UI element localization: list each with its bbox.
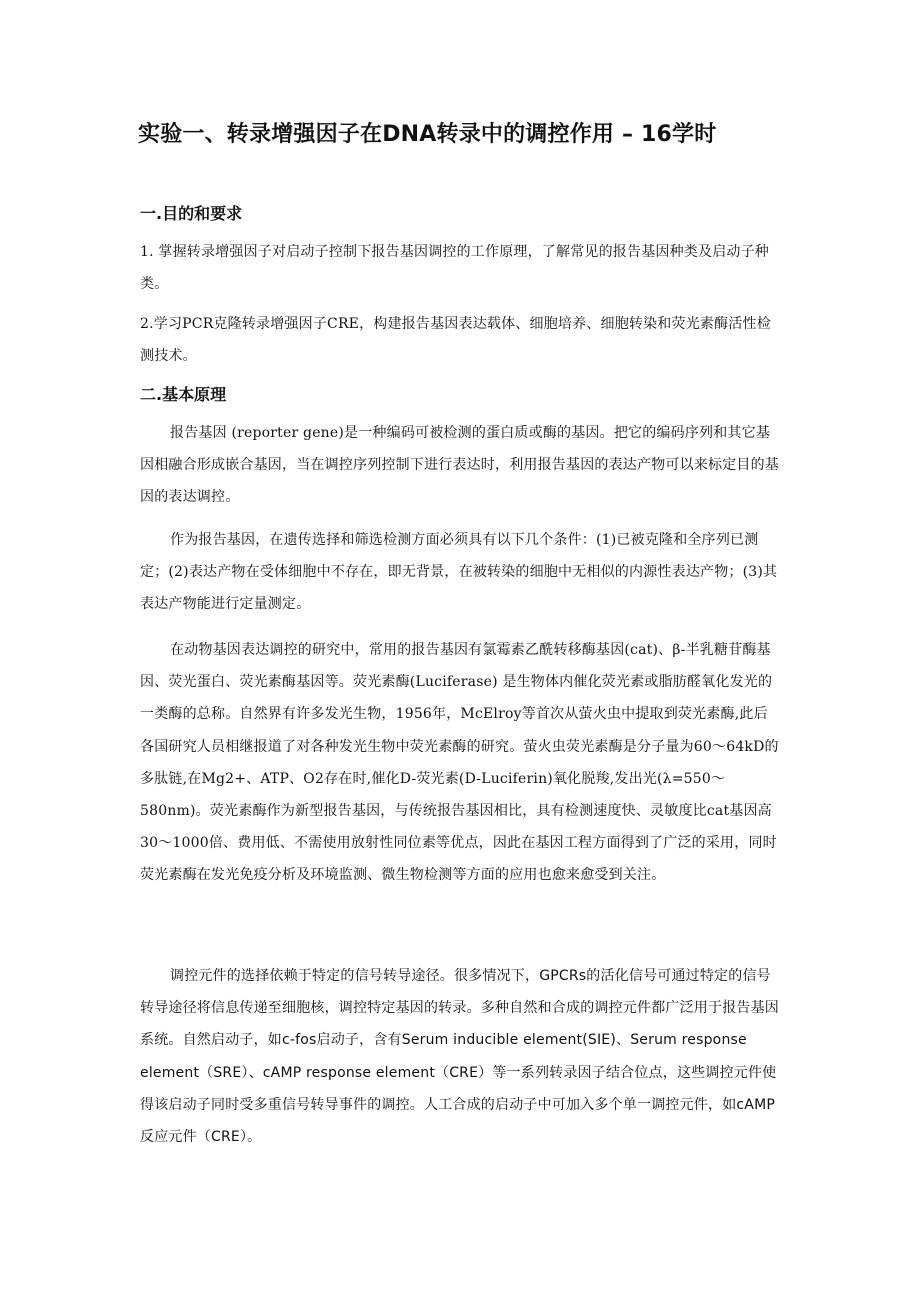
- section-heading-objectives: 一.目的和要求: [140, 204, 243, 223]
- page-title: 实验一、转录增强因子在DNA转录中的调控作用 – 16学时: [138, 122, 717, 147]
- paragraph-text: 调控元件的选择依赖于特定的信号转导途径。很多情况下，GPCRs的活化信号可通过特定的信号转导途径将信息传递至细胞核，调控特定基因的转录。多种自然和合成的调控元件都广泛用于报告基因系统。自然启动子，如c-fos启动子，含有Serum inducible element(SIE)、Serum response element（SRE）、cAMP response element（CRE）等一系列转录因子结合位点，这些调控元件使得该启动子同时受多重信号转导事件的调控。人工合成的启动子中可加入多个单一调控元件，如cAMP反应元件（CRE）。: [140, 968, 779, 1146]
- requirement-item-1: [140, 236, 780, 300]
- requirement-item-2: [140, 308, 780, 372]
- paragraph-reporter-gene: [140, 417, 780, 514]
- paragraph-regulatory-elements: [140, 960, 780, 1153]
- section-heading-principles: 二.基本原理: [140, 385, 227, 404]
- paragraph-text: 作为报告基因，在遗传选择和筛选检测方面必须具有以下几个条件：(1)已被克隆和全序列已测定；(2)表达产物在受体细胞中不存在，即无背景，在被转染的细胞中无相似的内源性表达产物；(3)其表达产物能进行定量测定。: [140, 532, 778, 613]
- paragraph-conditions: [140, 524, 780, 621]
- paragraph-text: 在动物基因表达调控的研究中，常用的报告基因有氯霉素乙酰转移酶基因(cat)、β-半乳糖苷酶基因、荧光蛋白、荧光素酶基因等。荧光素酶(Luciferase) 是生物体内催化荧光素或脂肪醛氧化发光的一类酶的总称。自然界有许多发光生物，1956年，McElroy等首次从萤火虫中提取到荧光素酶,此后各国研究人员相继报道了对各种发光生物中荧光素酶的研究。萤火虫荧光素酶是分子量为60～64kD的多肽链,在Mg2+、ATP、O2存在时,催化D-荧光素(D-Luciferin)氧化脱羧,发出光(λ=550～580nm)。荧光素酶作为新型报告基因，与传统报告基因相比，具有检测速度快、灵敏度比cat基因高30～1000倍、费用低、不需使用放射性同位素等优点，因此在基因工程方面得到了广泛的采用，同时荧光素酶在发光免疫分析及环境监测、微生物检测等方面的应用也愈来愈受到关注。: [140, 642, 779, 884]
- paragraph-text: 报告基因 (reporter gene)是一种编码可被检测的蛋白质或酶的基因。把它的编码序列和其它基因相融合形成嵌合基因，当在调控序列控制下进行表达时，利用报告基因的表达产物可以来标定目的基因的表达调控。: [140, 425, 779, 506]
- requirement-text-2: 2.学习PCR克隆转录增强因子CRE，构建报告基因表达载体、细胞培养、细胞转染和荧光素酶活性检测技术。: [140, 316, 771, 365]
- requirement-text-1: 1. 掌握转录增强因子对启动子控制下报告基因调控的工作原理，了解常见的报告基因种类及启动子种类。: [140, 244, 770, 293]
- paragraph-luciferase: [140, 634, 780, 892]
